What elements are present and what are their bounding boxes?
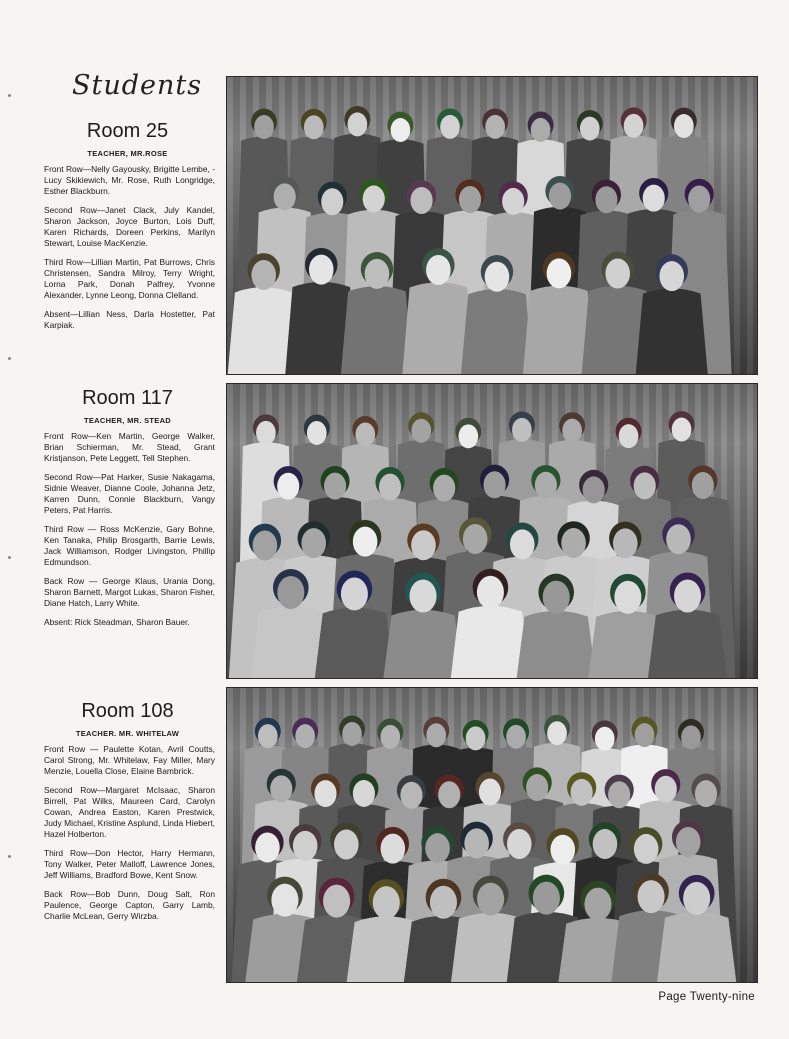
room-108-caption [40, 700, 215, 930]
figure-face [314, 780, 336, 807]
figure-face [659, 261, 684, 291]
figure-face [379, 474, 401, 501]
row-list: Second Row—Pat Harker, Susie Nakagama, Sidnie Weaver, Dianne Coole, Johanna Jetz, Karren Dunn, Connie Blackburn, Vangy Peters, Pat Harris. [44, 472, 215, 515]
figure-face [655, 776, 677, 803]
figure-face [695, 780, 717, 807]
figure-face [433, 475, 455, 502]
row-list: Third Row — Ross McKenzie, Gary Bohne, Ken Tanaka, Philip Brosgarth, Barrie Lewis, Jack Williamson, Rodger Livingston, Phillip Edmundson. [44, 524, 215, 567]
figure-face [391, 118, 411, 142]
figure-face [593, 829, 618, 859]
figure-face [342, 722, 362, 746]
figure-face [543, 581, 570, 614]
figure-face [380, 725, 400, 749]
row-list: Front Row—Ken Martin, George Walker, Brian Schierman, Mr. Stead, Grant Kristjanson, Pete Leggett, Tell Stephen. [44, 431, 215, 463]
figure-face [255, 832, 280, 862]
figure-face [614, 581, 641, 614]
row-list: Back Row—Bob Dunn, Doug Salt, Ron Paulence, George Capton, Garry Lamb, Charlie McLean, Gerry Wirzba. [44, 889, 215, 921]
figure-face [547, 721, 567, 745]
figure-face [459, 186, 481, 213]
figure-face [672, 418, 692, 442]
students-group [227, 77, 757, 374]
figure-face [426, 255, 451, 285]
figure-face [277, 473, 299, 500]
figure-face [365, 259, 390, 289]
figure-face [595, 727, 615, 751]
figure-face [595, 186, 617, 213]
figure-face [463, 524, 488, 554]
figure-face [258, 724, 278, 748]
figure-face [681, 725, 701, 749]
figure-face [334, 830, 359, 860]
figure-face [613, 528, 638, 558]
figure-body [636, 288, 708, 374]
figure-face [608, 781, 630, 808]
figure-face [485, 262, 510, 292]
figure-face [410, 187, 432, 214]
figure-face [458, 424, 478, 448]
figure-body [383, 610, 462, 678]
teacher-label: TEACHER, MR. STEAD [83, 416, 172, 425]
figure-face [293, 831, 318, 861]
row-list: Second Row—Margaret McIsaac, Sharon Birrell, Pat Wilks, Maureen Card, Carolyn Cowan, Andrea Easton, Karen Prestwick, Judy Michael, Kristine Asplund, Linda Hiebert, Hazel Holberton. [44, 785, 215, 839]
room-title: Room 25 [86, 120, 169, 142]
figure-face [479, 779, 501, 806]
figure-face [381, 834, 406, 864]
figure-face [485, 115, 505, 139]
figure-face [512, 418, 532, 442]
figure-face [580, 117, 600, 141]
teacher-label: TEACHER, MR.ROSE [87, 149, 168, 158]
figure-face [531, 118, 551, 142]
figure-face [688, 186, 710, 213]
figure-face [638, 880, 665, 913]
row-list: Front Row—Nelly Gayousky, Brigitte Lembe, -Lucy Skikiewich, Mr. Rose, Ruth Longridge, Esther Blackburn. [44, 164, 215, 196]
figure-face [605, 258, 630, 288]
row-list: Second Row—Janet Clack, July Kandel, Sharon Jackson, Joyce Burton, Lois Duff, Karen Richards, Doreen Perkins, Marilyn Stewart, Louise MacKenzie. [44, 205, 215, 248]
row-list: Front Row — Paulette Kotan, Avril Coutts, Carol Strong, Mr. Whitelaw, Fay Miller, Mary Menzie, Louella Close, Elaine Bambrick. [44, 744, 215, 776]
figure-face [274, 183, 296, 210]
figure-face [526, 774, 548, 801]
absent-list: Absent—Lillian Ness, Darla Hostetter, Pat Karpiak. [44, 309, 215, 330]
figure-face [562, 419, 582, 443]
figure-face [635, 723, 655, 747]
figure-face [477, 883, 504, 916]
figure-face [324, 473, 346, 500]
figure-face [254, 115, 274, 139]
figure-face [571, 779, 593, 806]
figure-face [440, 115, 460, 139]
figure-face [355, 422, 375, 446]
figure-face [363, 185, 385, 212]
figure-face [353, 527, 378, 557]
figure-face [307, 421, 327, 445]
figure-face [674, 579, 701, 612]
figure-face [411, 419, 431, 443]
figure-face [270, 775, 292, 802]
figure-face [549, 183, 571, 210]
figure-face [510, 529, 535, 559]
figure-face [295, 724, 315, 748]
figure-face [438, 781, 460, 808]
students-group [227, 688, 757, 982]
figure-face [477, 576, 504, 609]
page-heading: Students [72, 70, 203, 101]
students-group [227, 384, 757, 678]
figure-face [301, 528, 326, 558]
figure-face [634, 834, 659, 864]
figure-face [373, 886, 400, 919]
figure-face [353, 780, 375, 807]
figure-face [251, 260, 276, 290]
figure-face [348, 112, 368, 136]
room-title: Room 117 [82, 387, 173, 409]
figure-face [624, 114, 644, 138]
figure-body [341, 286, 413, 374]
figure-face [304, 115, 324, 139]
figure-face [430, 886, 457, 919]
row-list: Back Row — George Klaus, Urania Dong, Sharon Barnett, Margot Lukas, Sharon Fisher, Diane Hatch, Larry White. [44, 576, 215, 608]
figure-face [674, 114, 694, 138]
figure-face [483, 471, 505, 498]
figure-face [561, 528, 586, 558]
figure-face [584, 888, 611, 921]
figure-body [461, 289, 533, 374]
figure-face [533, 882, 560, 915]
figure-body [648, 610, 727, 678]
figure-face [643, 185, 665, 212]
figure-face [506, 725, 526, 749]
absent-list: Absent: Rick Steadman, Sharon Bauer. [44, 617, 190, 627]
figure-face [323, 885, 350, 918]
figure-face [321, 188, 343, 215]
figure-face [502, 188, 524, 215]
class-photo-room-25 [226, 76, 758, 375]
figure-face [409, 580, 436, 613]
room-117-caption [40, 387, 215, 636]
figure-face [692, 472, 714, 499]
figure-body [315, 608, 394, 678]
figure-face [550, 835, 575, 865]
room-25-caption [40, 120, 215, 339]
figure-face [466, 726, 486, 750]
figure-face [464, 828, 489, 858]
figure-face [547, 258, 572, 288]
figure-face [411, 530, 436, 560]
figure-face [426, 723, 446, 747]
class-photo-room-108 [226, 687, 758, 983]
figure-face [253, 530, 278, 560]
figure-face [277, 576, 304, 609]
figure-body [657, 912, 736, 982]
figure-face [271, 884, 298, 917]
page-number: Page Twenty-nine [658, 991, 755, 1003]
room-title: Room 108 [81, 700, 174, 722]
figure-face [683, 882, 710, 915]
figure-face [507, 829, 532, 859]
class-photo-room-117 [226, 383, 758, 679]
figure-face [676, 827, 701, 857]
figure-face [666, 524, 691, 554]
figure-face [341, 577, 368, 610]
figure-face [309, 255, 334, 285]
row-list: Third Row—Don Hector, Harry Hermann, Tony Walker, Peter Malloff, Lawrence Jones, Jeff Williams, Bradford Bowe, Kent Snow. [44, 848, 215, 880]
figure-face [535, 472, 557, 499]
teacher-label: TEACHER. MR. WHITELAW [75, 729, 180, 738]
figure-face [619, 424, 639, 448]
figure-face [256, 421, 276, 445]
figure-face [583, 476, 605, 503]
figure-face [634, 472, 656, 499]
figure-face [425, 833, 450, 863]
figure-face [400, 782, 422, 809]
figure-body [517, 611, 596, 678]
row-list: Third Row—Lillian Martin, Pat Burrows, Chris Christensen, Sandra Milroy, Terry Wright, Lorna Park, Donah Palfrey, Yvonne Alexander, Lynne Leong, Donna Clelland. [44, 257, 215, 300]
